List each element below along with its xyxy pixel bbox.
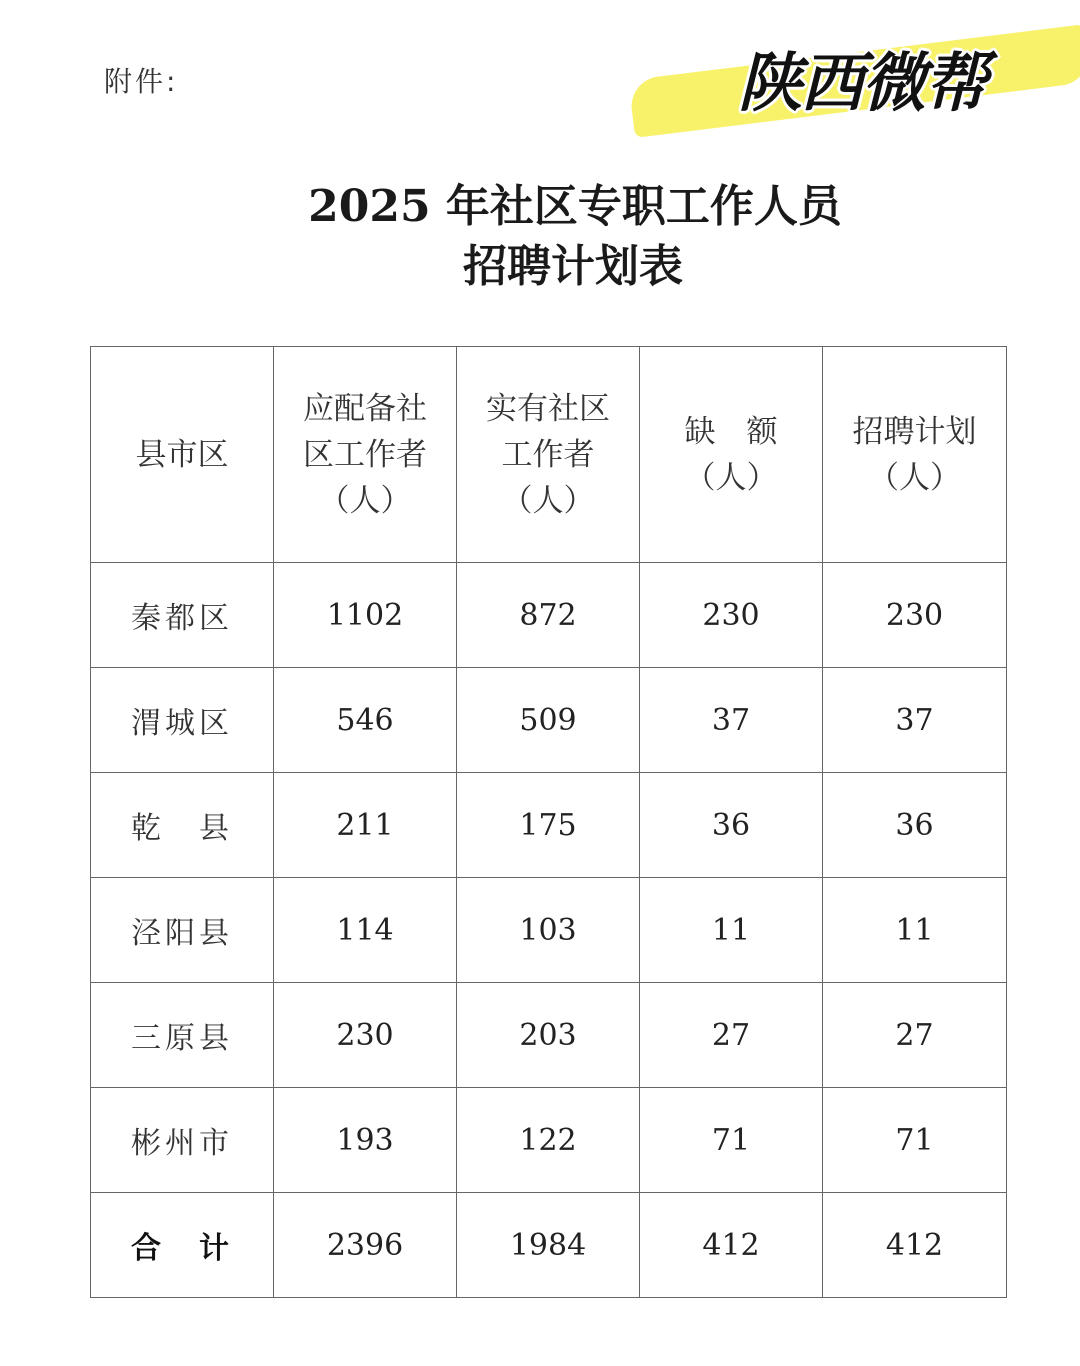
header-line: 缺 额 <box>684 413 778 450</box>
cell-actual: 203 <box>457 983 640 1088</box>
table-row <box>91 668 1007 773</box>
table-row <box>91 1088 1007 1193</box>
table-row <box>91 983 1007 1088</box>
cell-total-label: 合 计 <box>91 1193 274 1298</box>
header-line: 工作者 <box>501 436 595 473</box>
cell-plan: 27 <box>823 983 1007 1088</box>
cell-shortage: 11 <box>640 878 823 983</box>
header-line: 县市区 <box>135 436 229 473</box>
table-row <box>91 563 1007 668</box>
header-district <box>91 347 274 563</box>
cell-total-required: 2396 <box>274 1193 457 1298</box>
header-required <box>274 347 457 563</box>
cell-required: 546 <box>274 668 457 773</box>
cell-actual: 509 <box>457 668 640 773</box>
cell-shortage: 230 <box>640 563 823 668</box>
header-shortage <box>640 347 823 563</box>
header-plan <box>823 347 1007 563</box>
cell-required: 1102 <box>274 563 457 668</box>
header-unit: （人） <box>868 459 961 496</box>
header-unit: （人） <box>501 482 595 519</box>
cell-district: 乾 县 <box>91 773 274 878</box>
cell-district: 泾阳县 <box>91 878 274 983</box>
cell-shortage: 71 <box>640 1088 823 1193</box>
cell-shortage: 27 <box>640 983 823 1088</box>
page-title: 2025 年社区专职工作人员 <box>308 181 842 232</box>
header-line: 应配备社 <box>303 390 427 427</box>
recruitment-plan-table <box>90 346 1007 1298</box>
table-total-row <box>91 1193 1007 1298</box>
header-unit: （人） <box>318 482 412 519</box>
cell-plan: 230 <box>823 563 1007 668</box>
cell-total-plan: 412 <box>823 1193 1007 1298</box>
attachment-label: 附件: <box>104 65 179 98</box>
cell-shortage: 37 <box>640 668 823 773</box>
cell-district: 渭城区 <box>91 668 274 773</box>
table-header-row <box>91 347 1007 563</box>
header-line: 区工作者 <box>303 436 427 473</box>
cell-district: 秦都区 <box>91 563 274 668</box>
cell-plan: 36 <box>823 773 1007 878</box>
header-unit: （人） <box>684 459 778 496</box>
cell-required: 230 <box>274 983 457 1088</box>
table-row <box>91 773 1007 878</box>
header-line: 实有社区 <box>486 390 610 427</box>
header-line: 招聘计划 <box>852 413 977 450</box>
page-subtitle: 招聘计划表 <box>463 241 683 292</box>
cell-shortage: 36 <box>640 773 823 878</box>
cell-district: 三原县 <box>91 983 274 1088</box>
header-actual <box>457 347 640 563</box>
cell-plan: 11 <box>823 878 1007 983</box>
cell-required: 114 <box>274 878 457 983</box>
cell-actual: 122 <box>457 1088 640 1193</box>
cell-plan: 71 <box>823 1088 1007 1193</box>
table-row <box>91 878 1007 983</box>
cell-required: 211 <box>274 773 457 878</box>
cell-actual: 175 <box>457 773 640 878</box>
cell-plan: 37 <box>823 668 1007 773</box>
cell-total-actual: 1984 <box>457 1193 640 1298</box>
cell-actual: 103 <box>457 878 640 983</box>
cell-actual: 872 <box>457 563 640 668</box>
cell-district: 彬州市 <box>91 1088 274 1193</box>
cell-total-shortage: 412 <box>640 1193 823 1298</box>
brand-watermark: 陕西微帮 <box>738 47 986 121</box>
cell-required: 193 <box>274 1088 457 1193</box>
